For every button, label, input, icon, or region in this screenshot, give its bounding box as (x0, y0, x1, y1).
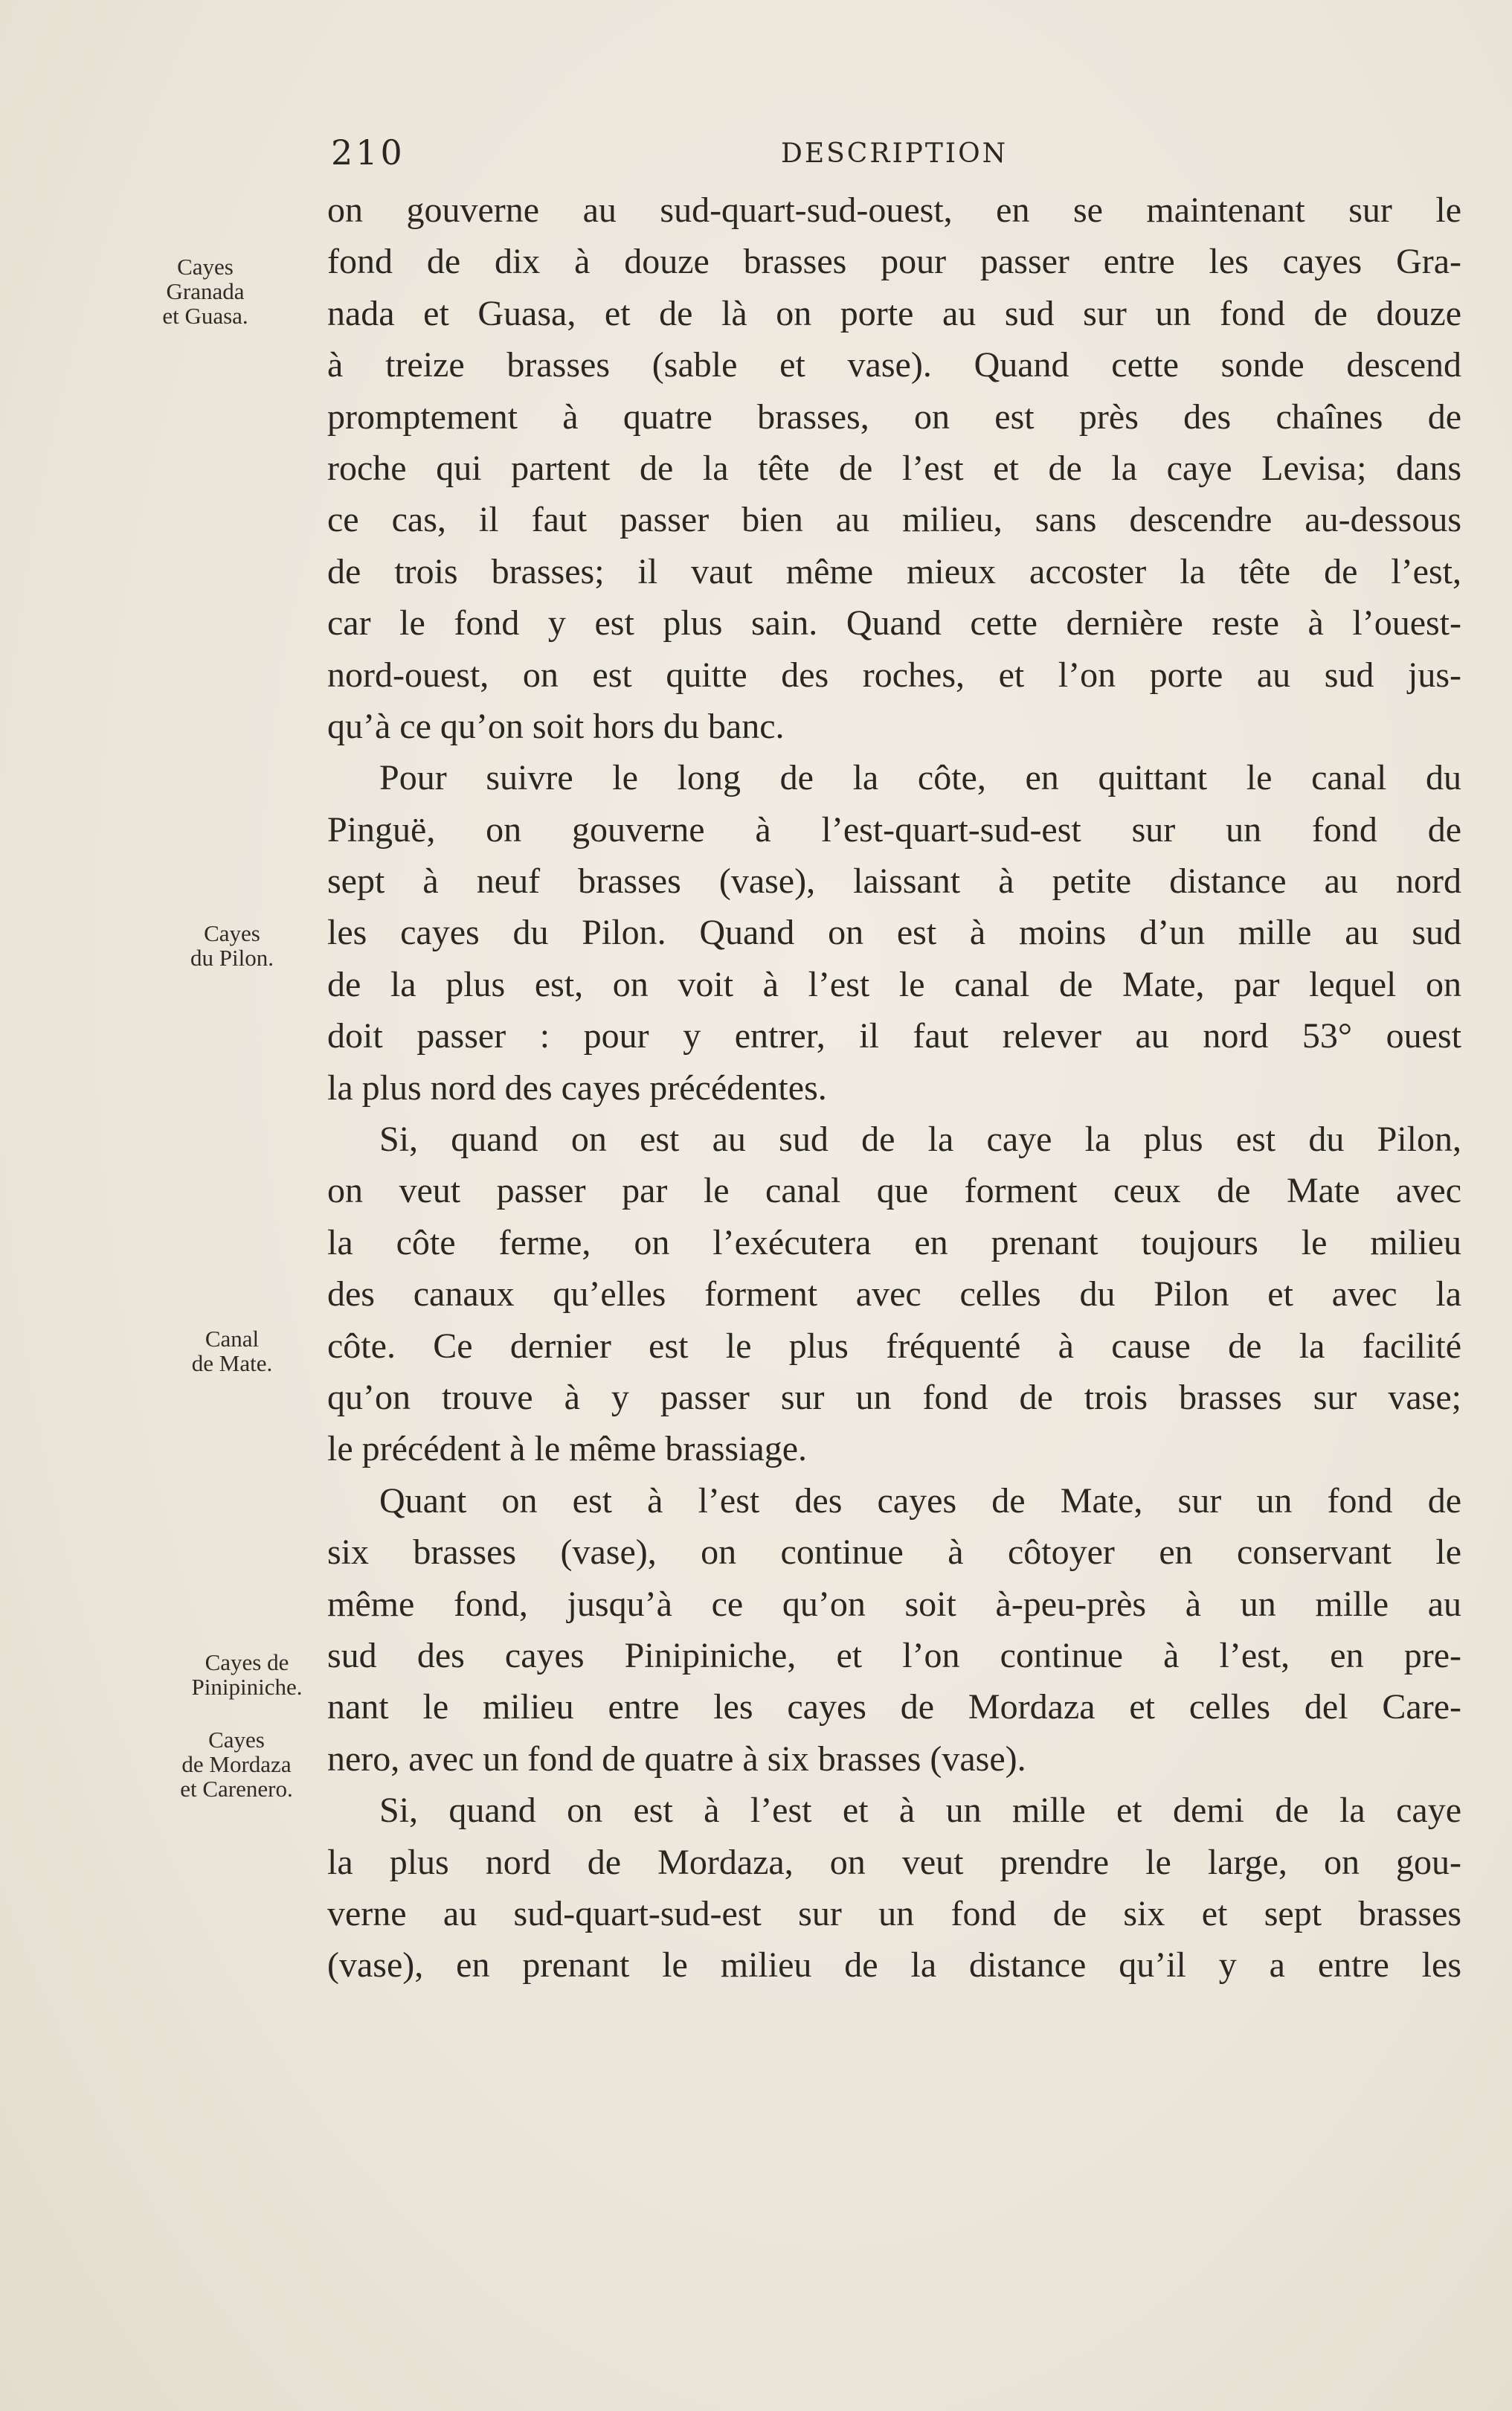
text-line: qu’à ce qu’on soit hors du banc. (327, 706, 785, 746)
text-line: nada et Guasa, et de là on porte au sud sur un fond de douze (327, 293, 1461, 333)
text-line: verne au sud-quart-sud-est sur un fond de six et sept brasses (327, 1893, 1461, 1933)
margin-note-line: de Mordaza (181, 1751, 292, 1777)
text-line: de trois brasses; il vaut même mieux accoster la tête de l’est, (327, 551, 1461, 591)
margin-note-line: Cayes (177, 254, 234, 280)
margin-note-line: de Mate. (191, 1350, 273, 1376)
body-text (327, 184, 1461, 1991)
text-line: à treize brasses (sable et vase). Quand cette sonde descend (327, 345, 1461, 385)
margin-note-line: Granada (166, 278, 245, 304)
margin-note-line: Cayes de (205, 1649, 289, 1675)
margin-note-line: Pinipiniche. (191, 1674, 303, 1700)
text-line: la plus nord de Mordaza, on veut prendre le large, on gou- (327, 1842, 1461, 1882)
text-line: Pour suivre le long de la côte, en quittant le canal du (379, 758, 1461, 798)
text-line: car le fond y est plus sain. Quand cette dernière reste à l’ouest- (327, 603, 1461, 643)
text-line: Si, quand on est à l’est et à un mille et demi de la caye (379, 1791, 1461, 1831)
text-line: la côte ferme, on l’exécutera en prenant toujours le milieu (327, 1222, 1461, 1262)
text-line: Si, quand on est au sud de la caye la plus est du Pilon, (379, 1120, 1461, 1160)
text-line: même fond, jusqu’à ce qu’on soit à-peu-près à un mille au (327, 1584, 1461, 1624)
margin-note-granada (131, 254, 280, 328)
text-line: la plus nord des cayes précédentes. (327, 1068, 827, 1108)
text-line: on gouverne au sud-quart-sud-ouest, en se maintenant sur le (327, 190, 1461, 230)
text-line: Pinguë, on gouverne à l’est-quart-sud-est sur un fond de (327, 809, 1461, 850)
text-line: Quant on est à l’est des cayes de Mate, sur un fond de (379, 1480, 1461, 1521)
text-line: nant le milieu entre les cayes de Mordaza et celles del Care- (327, 1687, 1461, 1727)
text-line: nord-ouest, on est quitte des roches, et l’on porte au sud jus- (327, 655, 1461, 695)
text-line: roche qui partent de la tête de l’est et de la caye Levisa; dans (327, 448, 1461, 488)
margin-note-line: et Guasa. (162, 303, 248, 329)
text-line: nero, avec un fond de quatre à six brasses (vase). (327, 1739, 1026, 1779)
text-line: ce cas, il faut passer bien au milieu, sans descendre au-dessous (327, 500, 1461, 540)
margin-note-mordaza (162, 1727, 311, 1801)
page-number: 210 (331, 132, 405, 173)
text-line: sept à neuf brasses (vase), laissant à petite distance au nord (327, 861, 1461, 902)
text-line: les cayes du Pilon. Quand on est à moins d’un mille au sud (327, 913, 1461, 953)
text-line: on veut passer par le canal que forment ceux de Mate avec (327, 1171, 1461, 1211)
text-line: de la plus est, on voit à l’est le canal de Mate, par lequel on (327, 964, 1461, 1004)
margin-note-line: du Pilon. (190, 945, 274, 971)
text-line: six brasses (vase), on continue à côtoyer en conservant le (327, 1532, 1461, 1573)
text-line: sud des cayes Pinipiniche, et l’on continue à l’est, en pre- (327, 1635, 1461, 1675)
margin-note-line: Cayes (208, 1727, 265, 1753)
text-line: doit passer : pour y entrer, il faut relever au nord 53° ouest (327, 1016, 1461, 1056)
text-line: (vase), en prenant le milieu de la distance qu’il y a entre les (327, 1945, 1461, 1985)
text-line: le précédent à le même brassiage. (327, 1429, 807, 1469)
margin-note-line: Cayes (204, 920, 260, 946)
text-line: côte. Ce dernier est le plus fréquenté à cause de la facilité (327, 1326, 1461, 1366)
text-line: des canaux qu’elles forment avec celles du Pilon et avec la (327, 1274, 1461, 1314)
text-line: promptement à quatre brasses, on est près des chaînes de (327, 397, 1461, 437)
running-title: DESCRIPTION (781, 138, 1008, 169)
margin-note-mate (158, 1326, 306, 1375)
margin-note-line: Canal (205, 1326, 260, 1352)
margin-note-pilon (158, 921, 306, 970)
text-line: qu’on trouve à y passer sur un fond de trois brasses sur vase; (327, 1377, 1461, 1417)
margin-note-line: et Carenero. (180, 1776, 293, 1802)
text-line: fond de dix à douze brasses pour passer entre les cayes Gra- (327, 242, 1461, 282)
margin-note-pinipiniche (173, 1650, 321, 1699)
